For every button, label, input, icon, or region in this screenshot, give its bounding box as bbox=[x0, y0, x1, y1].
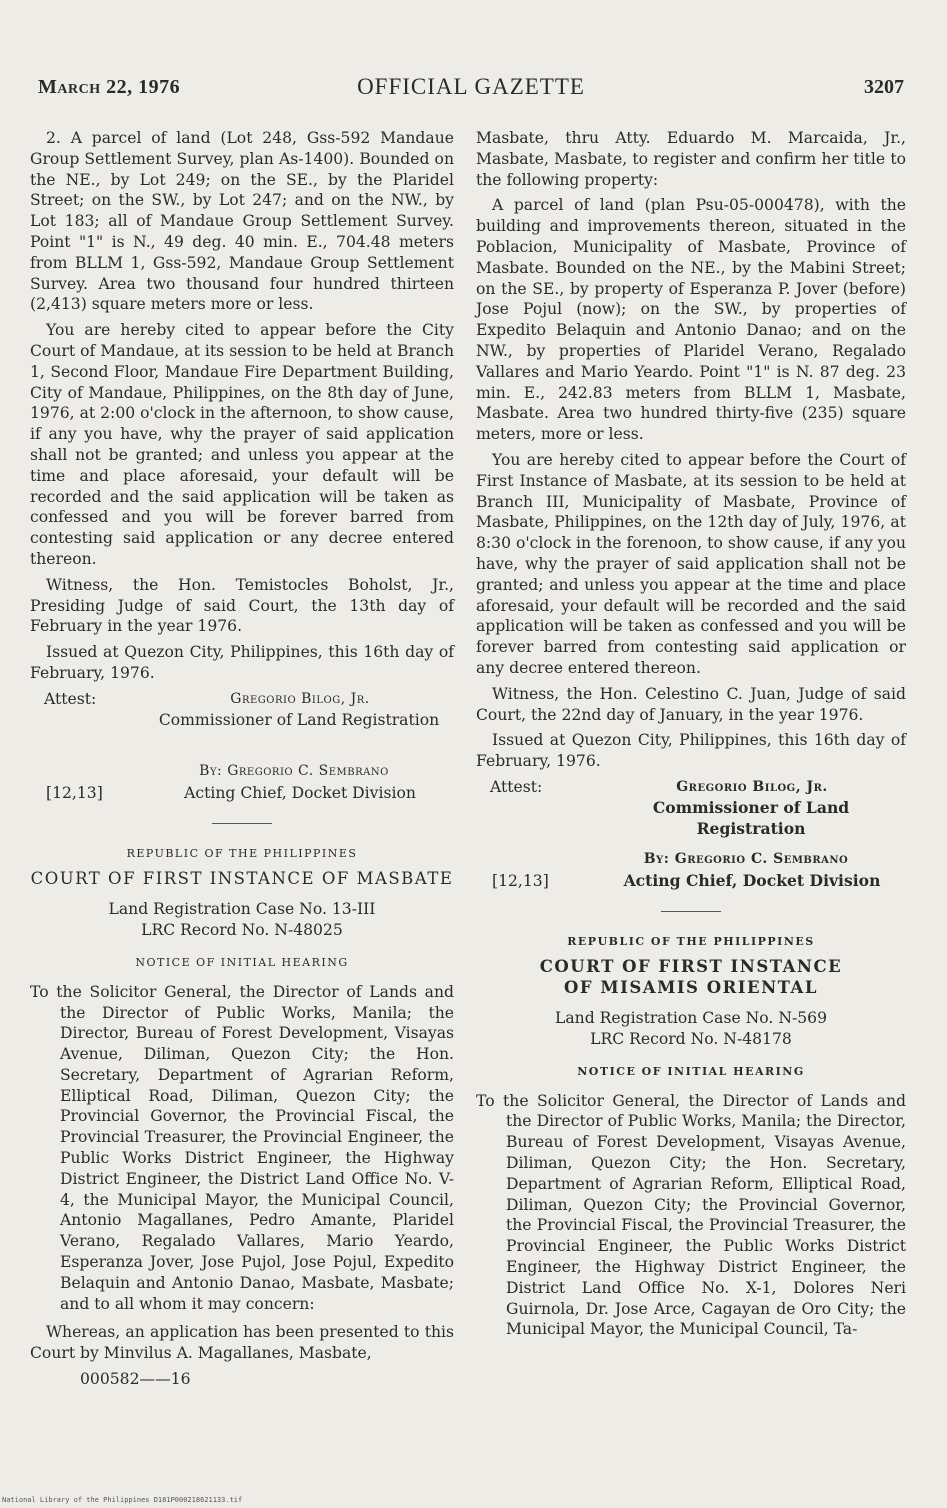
signatory-name: By: Gregorio C. Sembrano bbox=[199, 762, 389, 779]
print-code: 000582——16 bbox=[80, 1370, 191, 1389]
reference-number: [12,13] bbox=[46, 783, 103, 802]
signatory-title: Acting Chief, Docket Division bbox=[184, 783, 416, 802]
attest-label: Attest: bbox=[490, 777, 543, 796]
right-column bbox=[476, 128, 906, 1345]
page-number: 3207 bbox=[864, 76, 904, 98]
issued-paragraph: Issued at Quezon City, Philippines, this 16th day of February, 1976. bbox=[476, 731, 906, 771]
witness-paragraph: Witness, the Hon. Temistocles Boholst, Jr., Presiding Judge of said Court, the 13th day of February in the year 1976. bbox=[30, 575, 454, 636]
court-name: COURT OF FIRST INSTANCE OF MASBATE bbox=[30, 868, 454, 888]
case-number: Land Registration Case No. N-569 bbox=[555, 1009, 827, 1028]
property-paragraph: A parcel of land (plan Psu-05-000478), with the building and improvements thereon, situated in the Poblacion, Municipality of Masbate, Province of Masbate. Bounded on the NE., by the Mabini Street; on the SE., by property of Esperanza P. Jover (before) Jose Pojul (now); on the SW., by properties of Expedito Belaquin and Antonio Danao; and on the NW., by properties of Plaridel Verano, Regalado Vallares and Mario Yeardo. Point "1" is N. 87 deg. 23 min. E., 242.83 meters from BLLM 1, Masbate, Masbate. Area two hundred thirty-five (235) square meters, more or less. bbox=[476, 196, 906, 444]
notice-title: NOTICE OF INITIAL HEARING bbox=[135, 955, 349, 969]
applicant-paragraph: Masbate, thru Atty. Eduardo M. Marcaida, Jr., Masbate, Masbate, to register and confirm her title to the following property: bbox=[476, 129, 906, 189]
court-header bbox=[476, 932, 906, 1083]
signatory-name: By: Gregorio C. Sembrano bbox=[643, 850, 849, 867]
attest-name: Gregorio Bilog, Jr. bbox=[230, 690, 370, 707]
attest-block bbox=[476, 777, 906, 843]
scan-footer: National Library of the Philippines D181P000218621133.tif bbox=[2, 1496, 243, 1504]
citation-paragraph: You are hereby cited to appear before the Court of First Instance of Masbate, at its session to be held at Branch III, Municipality of Masbate, Province of Masbate, Philippines, on the 12th day of July, 1976, at 8:30 o'clock in the forenoon, to show cause, if any you have, why the prayer of said application shall not be granted; and unless you appear at the time and place aforesaid, your default will be recorded and the said application will be taken as confessed and you will be forever barred from contesting said application or any decree entered thereon. bbox=[476, 450, 906, 677]
court-header bbox=[30, 844, 454, 974]
court-name-line1: COURT OF FIRST INSTANCE bbox=[539, 956, 843, 976]
citation-paragraph: You are hereby cited to appear before the City Court of Mandaue, at its session to be held at Branch 1, Second Floor, Mandaue Fire Department Building, City of Mandaue, Philippines, on the 8th day of June, 1976, at 2:00 o'clock in the afternoon, to show cause, if any you have, why the prayer of said application shall not be granted; and unless you appear at the time and place aforesaid, your default will be recorded and the said application will be taken as confessed and you will be forever barred from contesting said application or any decree entered thereon. bbox=[30, 321, 454, 568]
attest-name: Gregorio Bilog, Jr. bbox=[676, 778, 828, 795]
attest-office: Commissioner of Land Registration bbox=[652, 797, 850, 838]
header-title: OFFICIAL GAZETTE bbox=[357, 74, 585, 99]
attest-block bbox=[30, 689, 454, 755]
lrc-record-number: LRC Record No. N-48025 bbox=[141, 921, 343, 940]
republic-label: REPUBLIC OF THE PHILIPPINES bbox=[126, 846, 358, 860]
witness-paragraph: Witness, the Hon. Celestino C. Juan, Judge of said Court, the 22nd day of January, in the year 1976. bbox=[476, 684, 906, 724]
header-date: March 22, 1976 bbox=[38, 76, 181, 98]
addressees-paragraph: To the Solicitor General, the Director of Lands and the Director of Public Works, Manila; the Director, Bureau of Forest Development, Visayas Avenue, Diliman, Quezon City; the Hon. Secretary, Department of Agrarian Reform, Elliptical Road, Diliman, Quezon City; the Provincial Governor, the Provincial Fiscal, the Provincial Treasurer, the Provincial Engineer, the Public Works District Engineer, the Highway District Engineer, the District Land Office No. V-4, the Municipal Mayor, the Municipal Council, Antonio Magallanes, Pedro Amante, Plaridel Verano, Regalado Vallares, Mario Yeardo, Esperanza Jover, Jose Pujol, Jose Pojul, Expedito Belaquin and Antonio Danao, Masbate, Masbate; and to all whom it may concern: bbox=[30, 982, 454, 1313]
issued-paragraph: Issued at Quezon City, Philippines, this 16th day of February, 1976. bbox=[30, 643, 454, 682]
republic-label: REPUBLIC OF THE PHILIPPINES bbox=[567, 934, 815, 948]
court-name-line2: OF MISAMIS ORIENTAL bbox=[564, 977, 818, 997]
left-column bbox=[30, 128, 454, 1395]
lrc-record-number: LRC Record No. N-48178 bbox=[590, 1030, 792, 1049]
signatory-block bbox=[30, 761, 454, 809]
whereas-paragraph: Whereas, an application has been presented to this Court by Minvilus A. Magallanes, Masbate, bbox=[30, 1323, 454, 1363]
attest-label: Attest: bbox=[44, 689, 97, 708]
section-divider bbox=[212, 823, 272, 824]
reference-number: [12,13] bbox=[492, 871, 549, 890]
signatory-title: Acting Chief, Docket Division bbox=[623, 870, 881, 890]
case-number: Land Registration Case No. 13-III bbox=[108, 900, 376, 919]
attest-office: Commissioner of Land Registration bbox=[158, 710, 440, 729]
parcel-paragraph: 2. A parcel of land (Lot 248, Gss-592 Mandaue Group Settlement Survey, plan As-1400). Bounded on the NE., by Lot 249; on the SE., by the Plaridel Street; on the SW., by Lot 247; and on the NW., by Lot 183; all of Mandaue Group Settlement Survey. Point "1" is N., 49 deg. 40 min. E., 704.48 meters from BLLM 1, Gss-592, Mandaue Group Settlement Survey. Area two thousand four hundred thirteen (2,413) square meters more or less. bbox=[30, 129, 454, 314]
addressees-paragraph: To the Solicitor General, the Director of Lands and the Director of Public Works, Manila; the Director, Bureau of Forest Development, Visayas Avenue, Diliman, Quezon City; the Hon. Secretary, Department of Agrarian Reform, Elliptical Road, Diliman, Quezon City; the Provincial Governor, the Provincial Fiscal, the Provincial Treasurer, the Provincial Engineer, the Public Works District Engineer, the Highway District Engineer, the District Land Office No. X-1, Dolores Neri Guirnola, Dr. Jose Arce, Cagayan de Oro City; the Municipal Mayor, the Municipal Council, Ta- bbox=[476, 1091, 906, 1339]
notice-title: NOTICE OF INITIAL HEARING bbox=[577, 1064, 805, 1078]
signatory-block bbox=[476, 849, 906, 897]
page-header bbox=[38, 72, 904, 106]
section-divider bbox=[661, 911, 721, 912]
